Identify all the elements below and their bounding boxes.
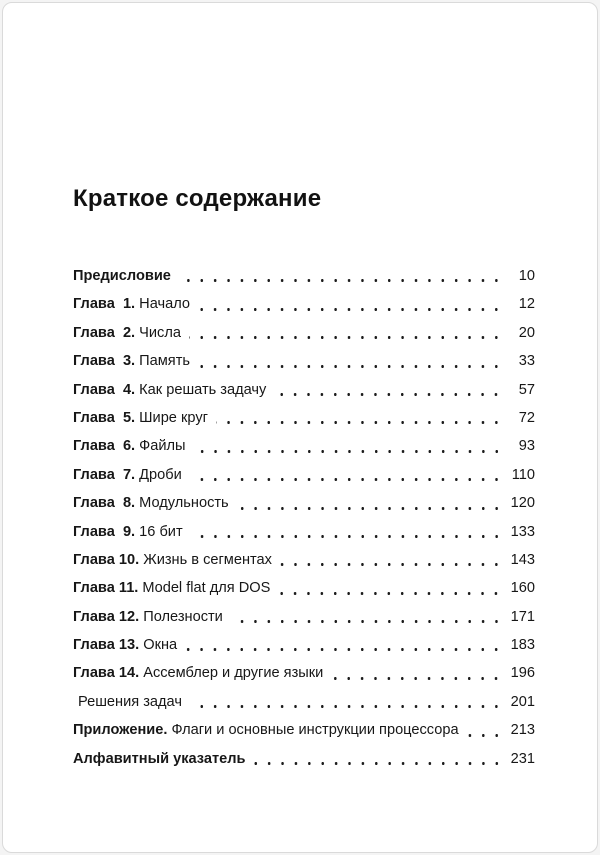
toc-entry-title: Модульность: [135, 495, 229, 512]
toc-dot-leader: [198, 290, 503, 318]
toc-entry-title: Жизнь в сегментах: [139, 551, 272, 568]
toc-dot-leader: [198, 347, 503, 375]
toc-entry-prefix: Глава 9.: [73, 523, 136, 540]
toc-dot-leader: [254, 745, 504, 773]
toc-dot-leader: [331, 659, 503, 687]
toc-page-number: 143: [510, 551, 535, 568]
toc-entry: [73, 574, 535, 602]
toc-page-number: 93: [518, 438, 535, 455]
toc-entry-prefix: Глава 3.: [73, 353, 136, 370]
toc-entry-prefix: Глава 4.: [73, 381, 136, 398]
toc-entry: [73, 262, 535, 290]
toc-page-number: 110: [511, 466, 535, 483]
toc-entry-prefix: Алфавитный указатель: [73, 750, 246, 767]
toc-page-number: 196: [510, 665, 535, 682]
toc-page-number: 201: [510, 693, 535, 710]
toc-dot-leader: [231, 603, 503, 631]
toc-entry: [73, 376, 535, 404]
toc-dot-leader: [190, 688, 503, 716]
toc-page-number: 171: [510, 608, 535, 625]
toc-entry-title: Дроби: [135, 466, 182, 483]
toc-dot-leader: [191, 518, 503, 546]
toc-entry: [73, 518, 535, 546]
toc-entry-title: Файлы: [135, 438, 186, 455]
toc-entry-prefix: Предисловие: [73, 268, 171, 284]
toc-entry: [73, 489, 535, 517]
toc-entry: [73, 319, 535, 347]
toc-entry-prefix: Глава 11.: [73, 580, 139, 597]
toc-entry-prefix: Глава 8.: [73, 495, 136, 512]
toc-dot-leader: [237, 489, 503, 517]
toc-entry-title: Память: [135, 353, 190, 370]
toc-entry: [73, 290, 535, 318]
toc-page-number: 72: [518, 409, 535, 426]
toc-entry: [73, 716, 535, 744]
toc-entry-title: Флаги и основные инструкции процессора: [167, 722, 459, 739]
toc-page-number: 160: [510, 580, 535, 597]
toc-page-number: 33: [518, 353, 535, 370]
toc-entry: [73, 461, 535, 489]
toc-entry-prefix: Глава 2.: [73, 324, 136, 341]
toc-dot-leader: [274, 376, 503, 404]
toc-entry-prefix: Глава 12.: [73, 608, 140, 625]
toc-page-number: 183: [510, 637, 535, 654]
toc-page-number: 20: [518, 324, 535, 341]
toc-entry-prefix: Глава 5.: [73, 409, 136, 426]
toc-entry-title: Ассемблер и другие языки: [139, 665, 324, 682]
book-page: [2, 2, 598, 853]
toc-entry-title: Окна: [139, 637, 178, 654]
toc-entry-title: Model flat для DOS: [138, 580, 271, 597]
toc-dot-leader: [190, 461, 503, 489]
toc-entry: [73, 688, 535, 716]
toc-page-number: 133: [510, 523, 535, 540]
toc-entry: [73, 432, 535, 460]
toc-entry: [73, 546, 535, 574]
toc-entry: [73, 603, 535, 631]
toc-dot-leader: [467, 716, 503, 744]
toc-dot-leader: [278, 574, 503, 602]
toc-page-number: 57: [518, 381, 535, 398]
toc-page-number: 10: [518, 268, 535, 284]
toc-entry: [73, 631, 535, 659]
toc-entry-title: Полезности: [139, 608, 223, 625]
toc-entry-prefix: Глава 7.: [73, 466, 136, 483]
toc-page-number: 213: [510, 722, 535, 739]
toc-list: [73, 262, 535, 773]
toc-entry-title: Числа: [135, 324, 181, 341]
page-title: Краткое содержание: [73, 185, 322, 212]
toc-page-number: 12: [518, 296, 535, 313]
toc-dot-leader: [280, 546, 503, 574]
toc-dot-leader: [194, 432, 503, 460]
toc-dot-leader: [179, 262, 503, 290]
toc-dot-leader: [216, 404, 503, 432]
toc-entry-title: Решения задач: [78, 693, 182, 710]
toc-entry: [73, 659, 535, 687]
toc-entry-prefix: Глава 6.: [73, 438, 136, 455]
toc-entry: [73, 745, 535, 773]
toc-entry-title: Начало: [135, 296, 191, 313]
toc-entry-prefix: Приложение.: [73, 722, 168, 739]
toc-entry-prefix: Глава 10.: [73, 551, 140, 568]
toc-page-number: 120: [510, 495, 535, 512]
toc-entry-prefix: Глава 1.: [73, 296, 136, 313]
toc-entry-title: Как решать задачу: [135, 381, 267, 398]
toc-entry-prefix: Глава 14.: [73, 665, 140, 682]
toc-page-number: 231: [510, 750, 535, 767]
toc-entry-title: 16 бит: [135, 523, 183, 540]
toc-entry: [73, 347, 535, 375]
toc-dot-leader: [185, 631, 503, 659]
toc-dot-leader: [189, 319, 503, 347]
toc-entry-prefix: Глава 13.: [73, 637, 140, 654]
toc-entry-title: Шире круг: [135, 409, 208, 426]
toc-entry: [73, 404, 535, 432]
